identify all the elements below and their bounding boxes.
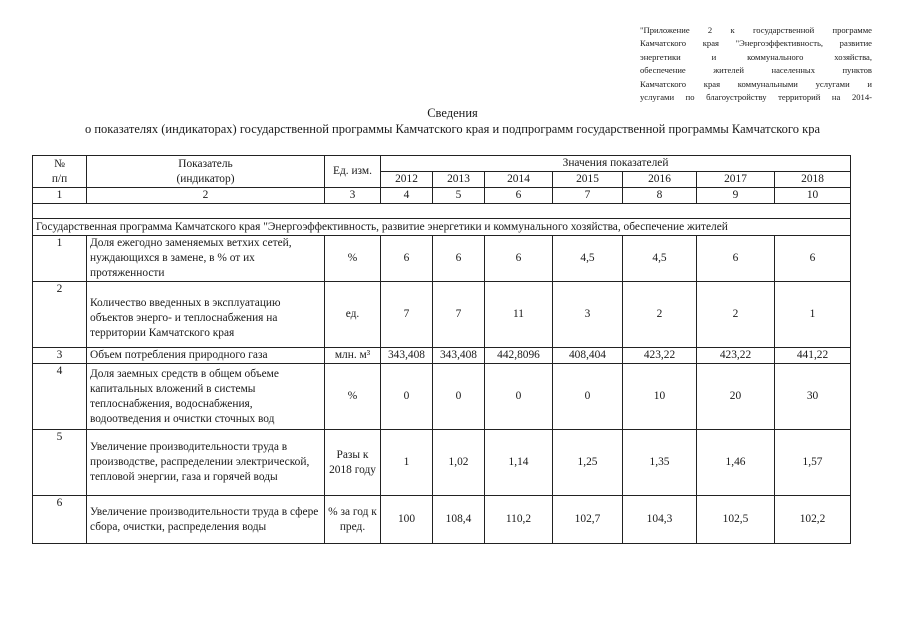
- column-number: 1: [33, 188, 87, 204]
- row-value: 1: [381, 430, 433, 496]
- row-unit: Разы к 2018 году: [325, 430, 381, 496]
- row-value: 2: [623, 282, 697, 348]
- row-unit: %: [325, 364, 381, 430]
- row-value: 6: [433, 236, 485, 282]
- header-year: 2018: [775, 172, 851, 188]
- row-indicator: Увеличение производительности труда в производстве, распределении электрической, тепловой энергии, газа и горячей воды: [87, 430, 325, 496]
- row-indicator: Увеличение производительности труда в сфере сбора, очистки, распределения воды: [87, 496, 325, 544]
- row-value: 4,5: [623, 236, 697, 282]
- row-indicator: Количество введенных в эксплуатацию объектов энерго- и теплоснабжения на территории Камчатского края: [87, 282, 325, 348]
- column-number: 3: [325, 188, 381, 204]
- row-value: 7: [381, 282, 433, 348]
- row-value: 1,57: [775, 430, 851, 496]
- appendix-line: услугами по благоустройству территорий на 2014-: [640, 92, 872, 103]
- header-indicator: Показатель (индикатор): [87, 156, 325, 188]
- table-row: [33, 236, 851, 282]
- column-number: 9: [697, 188, 775, 204]
- header-year: 2015: [553, 172, 623, 188]
- row-value: 104,3: [623, 496, 697, 544]
- row-indicator: Доля заемных средств в общем объеме капитальных вложений в системы теплоснабжения, водоснабжения, водоотведения и очистки сточных вод: [87, 364, 325, 430]
- row-value: 2: [697, 282, 775, 348]
- row-value: 1: [775, 282, 851, 348]
- table-row: [33, 430, 851, 496]
- row-value: 442,8096: [485, 348, 553, 364]
- row-num: 6: [33, 496, 87, 544]
- row-value: 423,22: [697, 348, 775, 364]
- row-value: 102,5: [697, 496, 775, 544]
- appendix-line: "Приложение 2 к государственной программе: [640, 25, 872, 35]
- row-value: 100: [381, 496, 433, 544]
- spacer-row: [33, 204, 851, 219]
- appendix-line: обеспечение жителей населенных пунктов: [640, 65, 872, 76]
- row-value: 1,35: [623, 430, 697, 496]
- row-value: 6: [697, 236, 775, 282]
- row-value: 20: [697, 364, 775, 430]
- column-number: 2: [87, 188, 325, 204]
- row-value: 441,22: [775, 348, 851, 364]
- appendix-line: Камчатского края коммунальными услугами и: [640, 78, 872, 89]
- row-value: 1,02: [433, 430, 485, 496]
- header-year: 2017: [697, 172, 775, 188]
- column-numbers-row: [33, 188, 851, 204]
- row-value: 408,404: [553, 348, 623, 364]
- table-row: [33, 348, 851, 364]
- row-value: 10: [623, 364, 697, 430]
- row-value: 11: [485, 282, 553, 348]
- row-value: 1,14: [485, 430, 553, 496]
- row-num: 5: [33, 430, 87, 496]
- row-value: 6: [485, 236, 553, 282]
- row-num: 4: [33, 364, 87, 430]
- column-number: 5: [433, 188, 485, 204]
- row-num: 2: [33, 282, 87, 348]
- row-indicator: Доля ежегодно заменяемых ветхих сетей, нуждающихся в замене, в % от их протяженности: [87, 236, 325, 282]
- indicators-table: [32, 155, 851, 544]
- appendix-line: Камчатского края "Энергоэффективность, развитие: [640, 38, 872, 49]
- header-row: [33, 156, 851, 172]
- table-row: [33, 282, 851, 348]
- section-row: [33, 219, 851, 236]
- row-value: 30: [775, 364, 851, 430]
- row-unit: %: [325, 236, 381, 282]
- table-row: [33, 496, 851, 544]
- spacer-cell: [33, 204, 851, 219]
- column-number: 6: [485, 188, 553, 204]
- row-value: 343,408: [381, 348, 433, 364]
- header-num: № п/п: [33, 156, 87, 188]
- row-unit: млн. м³: [325, 348, 381, 364]
- row-value: 0: [485, 364, 553, 430]
- column-number: 10: [775, 188, 851, 204]
- row-value: 0: [433, 364, 485, 430]
- row-num: 3: [33, 348, 87, 364]
- row-value: 6: [775, 236, 851, 282]
- header-unit: Ед. изм.: [325, 156, 381, 188]
- row-indicator: Объем потребления природного газа: [87, 348, 325, 364]
- document-title: Сведения: [427, 106, 478, 120]
- row-value: 102,2: [775, 496, 851, 544]
- row-value: 6: [381, 236, 433, 282]
- column-number: 8: [623, 188, 697, 204]
- row-value: 343,408: [433, 348, 485, 364]
- header-year: 2013: [433, 172, 485, 188]
- row-value: 4,5: [553, 236, 623, 282]
- row-value: 7: [433, 282, 485, 348]
- row-value: 108,4: [433, 496, 485, 544]
- header-year: 2016: [623, 172, 697, 188]
- header-year: 2014: [485, 172, 553, 188]
- row-value: 1,46: [697, 430, 775, 496]
- section-title: Государственная программа Камчатского края "Энергоэффективность, развитие энергетики и коммунального хозяйства, обеспечение жителей: [33, 219, 851, 236]
- row-num: 1: [33, 236, 87, 282]
- row-value: 0: [381, 364, 433, 430]
- row-unit: ед.: [325, 282, 381, 348]
- appendix-line: энергетики и коммунального хозяйства,: [640, 51, 872, 62]
- document-subtitle: о показателях (индикаторах) государственной программы Камчатского края и подпрограмм государственной программы Камчатского кра: [84, 122, 820, 136]
- row-value: 102,7: [553, 496, 623, 544]
- row-unit: % за год к пред.: [325, 496, 381, 544]
- row-value: 110,2: [485, 496, 553, 544]
- column-number: 7: [553, 188, 623, 204]
- header-values-group: Значения показателей: [381, 156, 851, 172]
- row-value: 423,22: [623, 348, 697, 364]
- appendix-note: [640, 24, 872, 104]
- header-year: 2012: [381, 172, 433, 188]
- row-value: 1,25: [553, 430, 623, 496]
- row-value: 3: [553, 282, 623, 348]
- column-number: 4: [381, 188, 433, 204]
- row-value: 0: [553, 364, 623, 430]
- table-row: [33, 364, 851, 430]
